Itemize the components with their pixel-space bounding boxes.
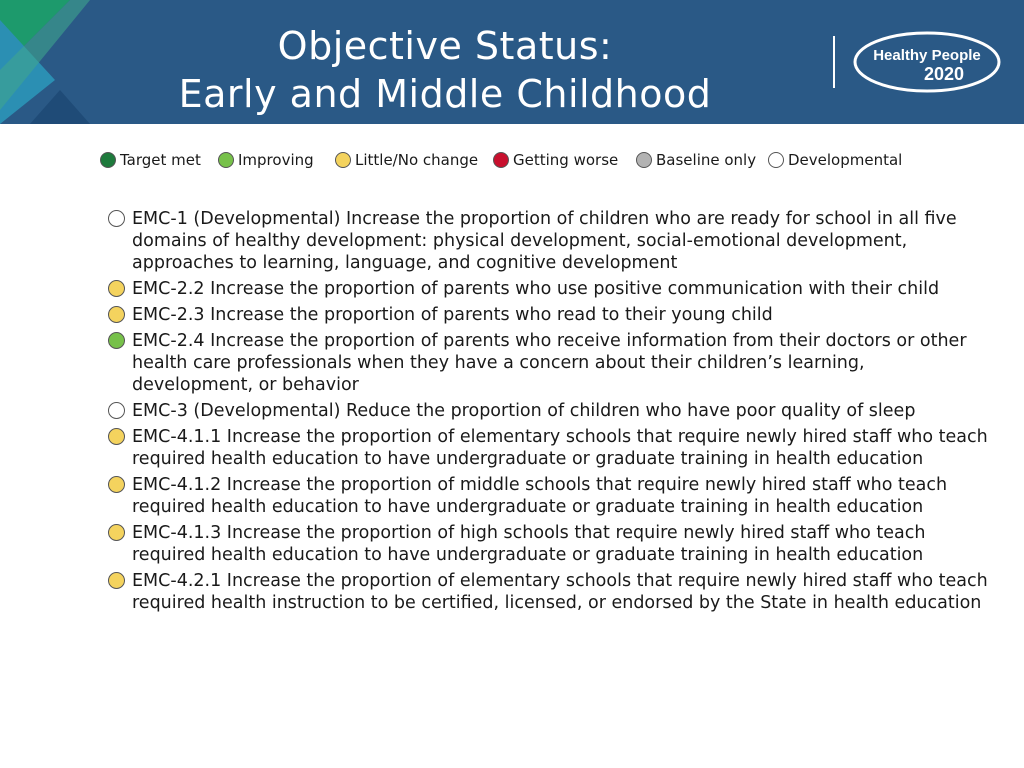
page-title	[150, 22, 740, 118]
objective-text: EMC-3 (Developmental) Reduce the proportion of children who have poor quality of sleep	[132, 401, 916, 421]
legend-label: Improving	[238, 151, 314, 169]
improving-icon	[218, 152, 234, 168]
objective-emc-4-2-1	[108, 570, 988, 614]
legend-item-improving	[218, 151, 314, 169]
objective-text: EMC-2.3 Increase the proportion of parents who read to their young child	[132, 305, 773, 325]
legend-item-baseline-only	[636, 151, 756, 169]
objective-emc-4-1-1	[108, 426, 988, 470]
corner-triangles-decoration	[0, 0, 120, 124]
objective-emc-2-4	[108, 330, 988, 396]
legend-label: Target met	[120, 151, 201, 169]
objective-text: EMC-4.1.1 Increase the proportion of elementary schools that require newly hired staff who teach required health education to have undergraduate or graduate training in health education	[132, 427, 988, 469]
header-divider	[833, 36, 835, 88]
little-no-change-status-icon	[108, 280, 125, 297]
objective-text: EMC-2.2 Increase the proportion of parents who use positive communication with their child	[132, 279, 940, 299]
objective-emc-3	[108, 400, 988, 422]
legend-item-developmental	[768, 151, 902, 169]
legend-label: Getting worse	[513, 151, 619, 169]
legend-label: Little/No change	[355, 151, 479, 169]
target-met-icon	[100, 152, 116, 168]
objective-emc-4-1-2	[108, 474, 988, 518]
legend-item-getting-worse	[493, 151, 618, 169]
getting-worse-icon	[493, 152, 509, 168]
objective-emc-2-3	[108, 304, 988, 326]
developmental-status-icon	[108, 402, 125, 419]
little-no-change-status-icon	[108, 524, 125, 541]
objective-emc-4-1-3	[108, 522, 988, 566]
improving-status-icon	[108, 332, 125, 349]
logo-text-line1: Healthy People	[873, 47, 981, 64]
objective-text: EMC-4.2.1 Increase the proportion of elementary schools that require newly hired staff who teach required health instruction to be certified, licensed, or endorsed by the State in health education	[132, 571, 988, 613]
objectives-list	[108, 208, 988, 618]
developmental-status-icon	[108, 210, 125, 227]
little-no-change-status-icon	[108, 476, 125, 493]
baseline-only-icon	[636, 152, 652, 168]
developmental-icon	[768, 152, 784, 168]
objective-emc-2-2	[108, 278, 988, 300]
little-no-change-icon	[335, 152, 351, 168]
slide-header	[0, 0, 1024, 124]
little-no-change-status-icon	[108, 572, 125, 589]
objective-emc-1	[108, 208, 988, 274]
title-line-2: Early and Middle Childhood	[178, 72, 712, 116]
logo-text-line2: 2020	[923, 64, 965, 84]
legend-item-little-no-change	[335, 151, 478, 169]
legend-label: Baseline only	[656, 151, 757, 169]
objective-text: EMC-4.1.3 Increase the proportion of high schools that require newly hired staff who teach required health education to have undergraduate or graduate training in health education	[132, 523, 926, 565]
title-line-1: Objective Status:	[277, 24, 613, 68]
status-legend	[100, 151, 1000, 171]
little-no-change-status-icon	[108, 306, 125, 323]
objective-text: EMC-2.4 Increase the proportion of parents who receive information from their doctors or other health care professionals when they have a concern about their children’s learning, development, or behavior	[132, 331, 967, 395]
objective-text: EMC-4.1.2 Increase the proportion of middle schools that require newly hired staff who teach required health education to have undergraduate or graduate training in health education	[132, 475, 948, 517]
little-no-change-status-icon	[108, 428, 125, 445]
legend-item-target-met	[100, 151, 201, 169]
objective-text: EMC-1 (Developmental) Increase the proportion of children who are ready for school in all five domains of healthy development: physical development, social-emotional development, approaches to learning, language, and cognitive development	[132, 209, 957, 273]
legend-label: Developmental	[788, 151, 903, 169]
healthy-people-logo	[852, 30, 1002, 94]
